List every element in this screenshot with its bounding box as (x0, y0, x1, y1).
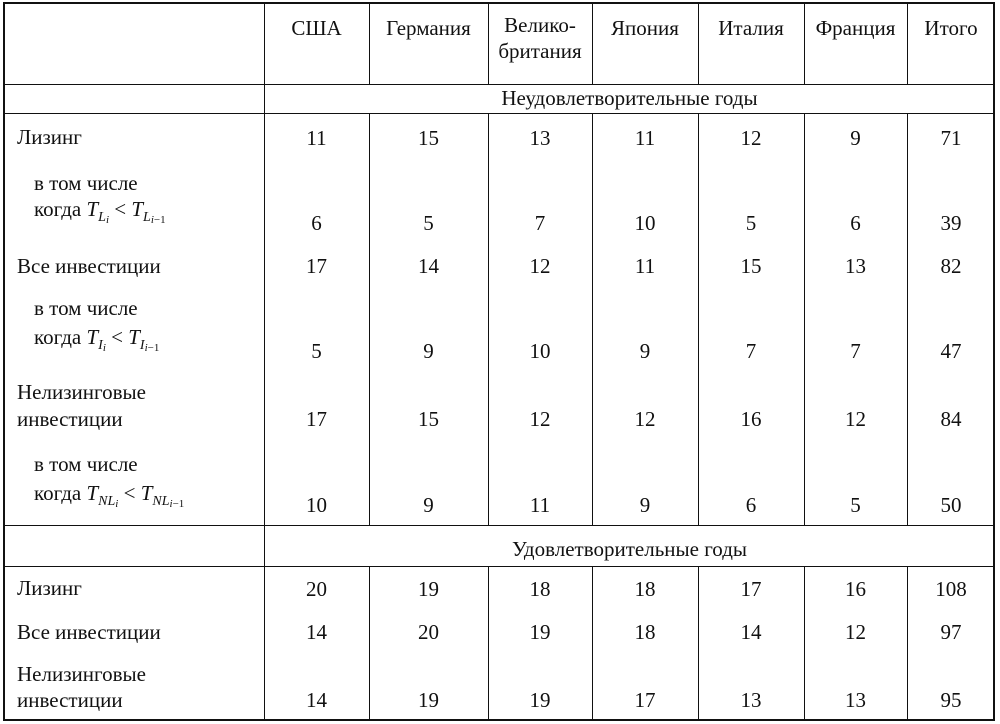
table-cell: 97 (940, 620, 962, 644)
col-header-usa: США (291, 16, 342, 40)
col-divider (592, 2, 593, 84)
table-cell: 82 (940, 254, 962, 278)
col-header-total: Итого (924, 16, 978, 40)
table-cell: 39 (940, 211, 962, 235)
table-cell: 5 (311, 339, 322, 363)
table-cell: 14 (306, 688, 327, 712)
table-cell: 7 (534, 211, 546, 235)
section-title-satisfactory: Удовлетворительные годы (512, 537, 747, 561)
row-label-all-investments: Все инвестиции (17, 254, 161, 278)
table-cell: 15 (418, 126, 439, 150)
row-label-condition-nonleasing: когда $T_{NL_i} < T_{NL_{i-1}}$ (34, 481, 185, 510)
row-label-including: в том числе (34, 171, 138, 195)
row-label-condition-leasing: когда $T_{L_i} < T_{L_{i-1}}$ (34, 197, 166, 226)
row-label-including: в том числе (34, 296, 138, 320)
row-label-nonleasing-line1: Нелизинговые (17, 380, 146, 404)
table-cell: 9 (639, 493, 651, 517)
table-cell: 18 (529, 577, 551, 601)
table-cell: 17 (740, 577, 762, 601)
row-label-leasing: Лизинг (17, 576, 82, 600)
row-label-including: в том числе (34, 452, 138, 476)
col-header-japan: Япония (611, 16, 679, 40)
table-cell: 10 (306, 493, 327, 517)
table-cell: 7 (745, 339, 757, 363)
table-cell: 50 (940, 493, 962, 517)
table-cell: 11 (529, 493, 551, 517)
table-cell: 5 (745, 211, 757, 235)
table-cell: 19 (418, 577, 439, 601)
table-cell: 12 (529, 407, 551, 431)
table-cell: 12 (845, 620, 866, 644)
table-cell: 5 (850, 493, 861, 517)
table-cell: 20 (418, 620, 439, 644)
table-cell: 11 (634, 254, 656, 278)
col-divider (804, 113, 805, 525)
col-header-italy: Италия (718, 16, 784, 40)
table-cell: 17 (306, 254, 327, 278)
table-cell: 17 (306, 407, 327, 431)
table-cell: 14 (306, 620, 327, 644)
table-cell: 15 (740, 254, 762, 278)
table-cell: 5 (423, 211, 434, 235)
row-label-nonleasing-line2: инвестиции (17, 407, 123, 431)
table-cell: 13 (845, 688, 866, 712)
table-cell: 13 (845, 254, 866, 278)
table-cell: 95 (940, 688, 962, 712)
table-cell: 10 (634, 211, 656, 235)
table-cell: 71 (940, 126, 962, 150)
table-cell: 47 (940, 339, 962, 363)
table-cell: 9 (423, 339, 434, 363)
table-cell: 12 (634, 407, 656, 431)
table-cell: 17 (634, 688, 656, 712)
col-header-great-britain (488, 12, 592, 64)
table-cell: 13 (740, 688, 762, 712)
col-divider (369, 113, 370, 525)
table-cell: 84 (940, 407, 962, 431)
table-cell: 6 (311, 211, 322, 235)
col-divider (698, 2, 699, 84)
row-label-condition-investments: когда $T_{I_i} < T_{I_{i-1}}$ (34, 325, 160, 354)
table-cell: 16 (845, 577, 866, 601)
table-cell: 6 (745, 493, 757, 517)
table-cell: 9 (639, 339, 651, 363)
table-cell: 7 (850, 339, 861, 363)
table-cell: 9 (423, 493, 434, 517)
row-divider (3, 566, 995, 567)
table-cell: 11 (634, 126, 656, 150)
col-divider (907, 2, 908, 84)
table-cell: 16 (740, 407, 762, 431)
table-cell: 19 (529, 688, 551, 712)
row-label-nonleasing-line1: Нелизинговые (17, 662, 146, 686)
col-divider (804, 2, 805, 84)
row-label-leasing: Лизинг (17, 125, 82, 149)
table-cell: 12 (740, 126, 762, 150)
col-header-great-britain-line1: Велико- (504, 13, 576, 37)
row-divider (3, 525, 995, 526)
col-divider (907, 113, 908, 525)
table-cell: 13 (529, 126, 551, 150)
table-cell: 19 (418, 688, 439, 712)
col-divider (592, 113, 593, 525)
row-divider (3, 84, 995, 85)
row-label-all-investments: Все инвестиции (17, 620, 161, 644)
table-cell: 10 (529, 339, 551, 363)
col-divider (698, 113, 699, 525)
table-cell: 108 (935, 577, 967, 601)
table-cell: 18 (634, 620, 656, 644)
table-cell: 14 (418, 254, 439, 278)
table-cell: 19 (529, 620, 551, 644)
table-cell: 18 (634, 577, 656, 601)
col-header-france: Франция (815, 16, 896, 40)
col-header-great-britain-line2: британия (498, 39, 582, 63)
row-label-nonleasing-line2: инвестиции (17, 688, 123, 712)
table-cell: 12 (845, 407, 866, 431)
table-cell: 12 (529, 254, 551, 278)
col-divider (488, 113, 489, 525)
table-cell: 15 (418, 407, 439, 431)
table-cell: 9 (850, 126, 861, 150)
table-cell: 20 (306, 577, 327, 601)
table-cell: 6 (850, 211, 861, 235)
table-cell: 11 (306, 126, 327, 150)
table-cell: 14 (740, 620, 762, 644)
col-divider (369, 2, 370, 84)
row-divider (3, 113, 995, 114)
col-header-germany: Германия (386, 16, 471, 40)
section-title-unsatisfactory: Неудовлетворительные годы (501, 86, 758, 110)
